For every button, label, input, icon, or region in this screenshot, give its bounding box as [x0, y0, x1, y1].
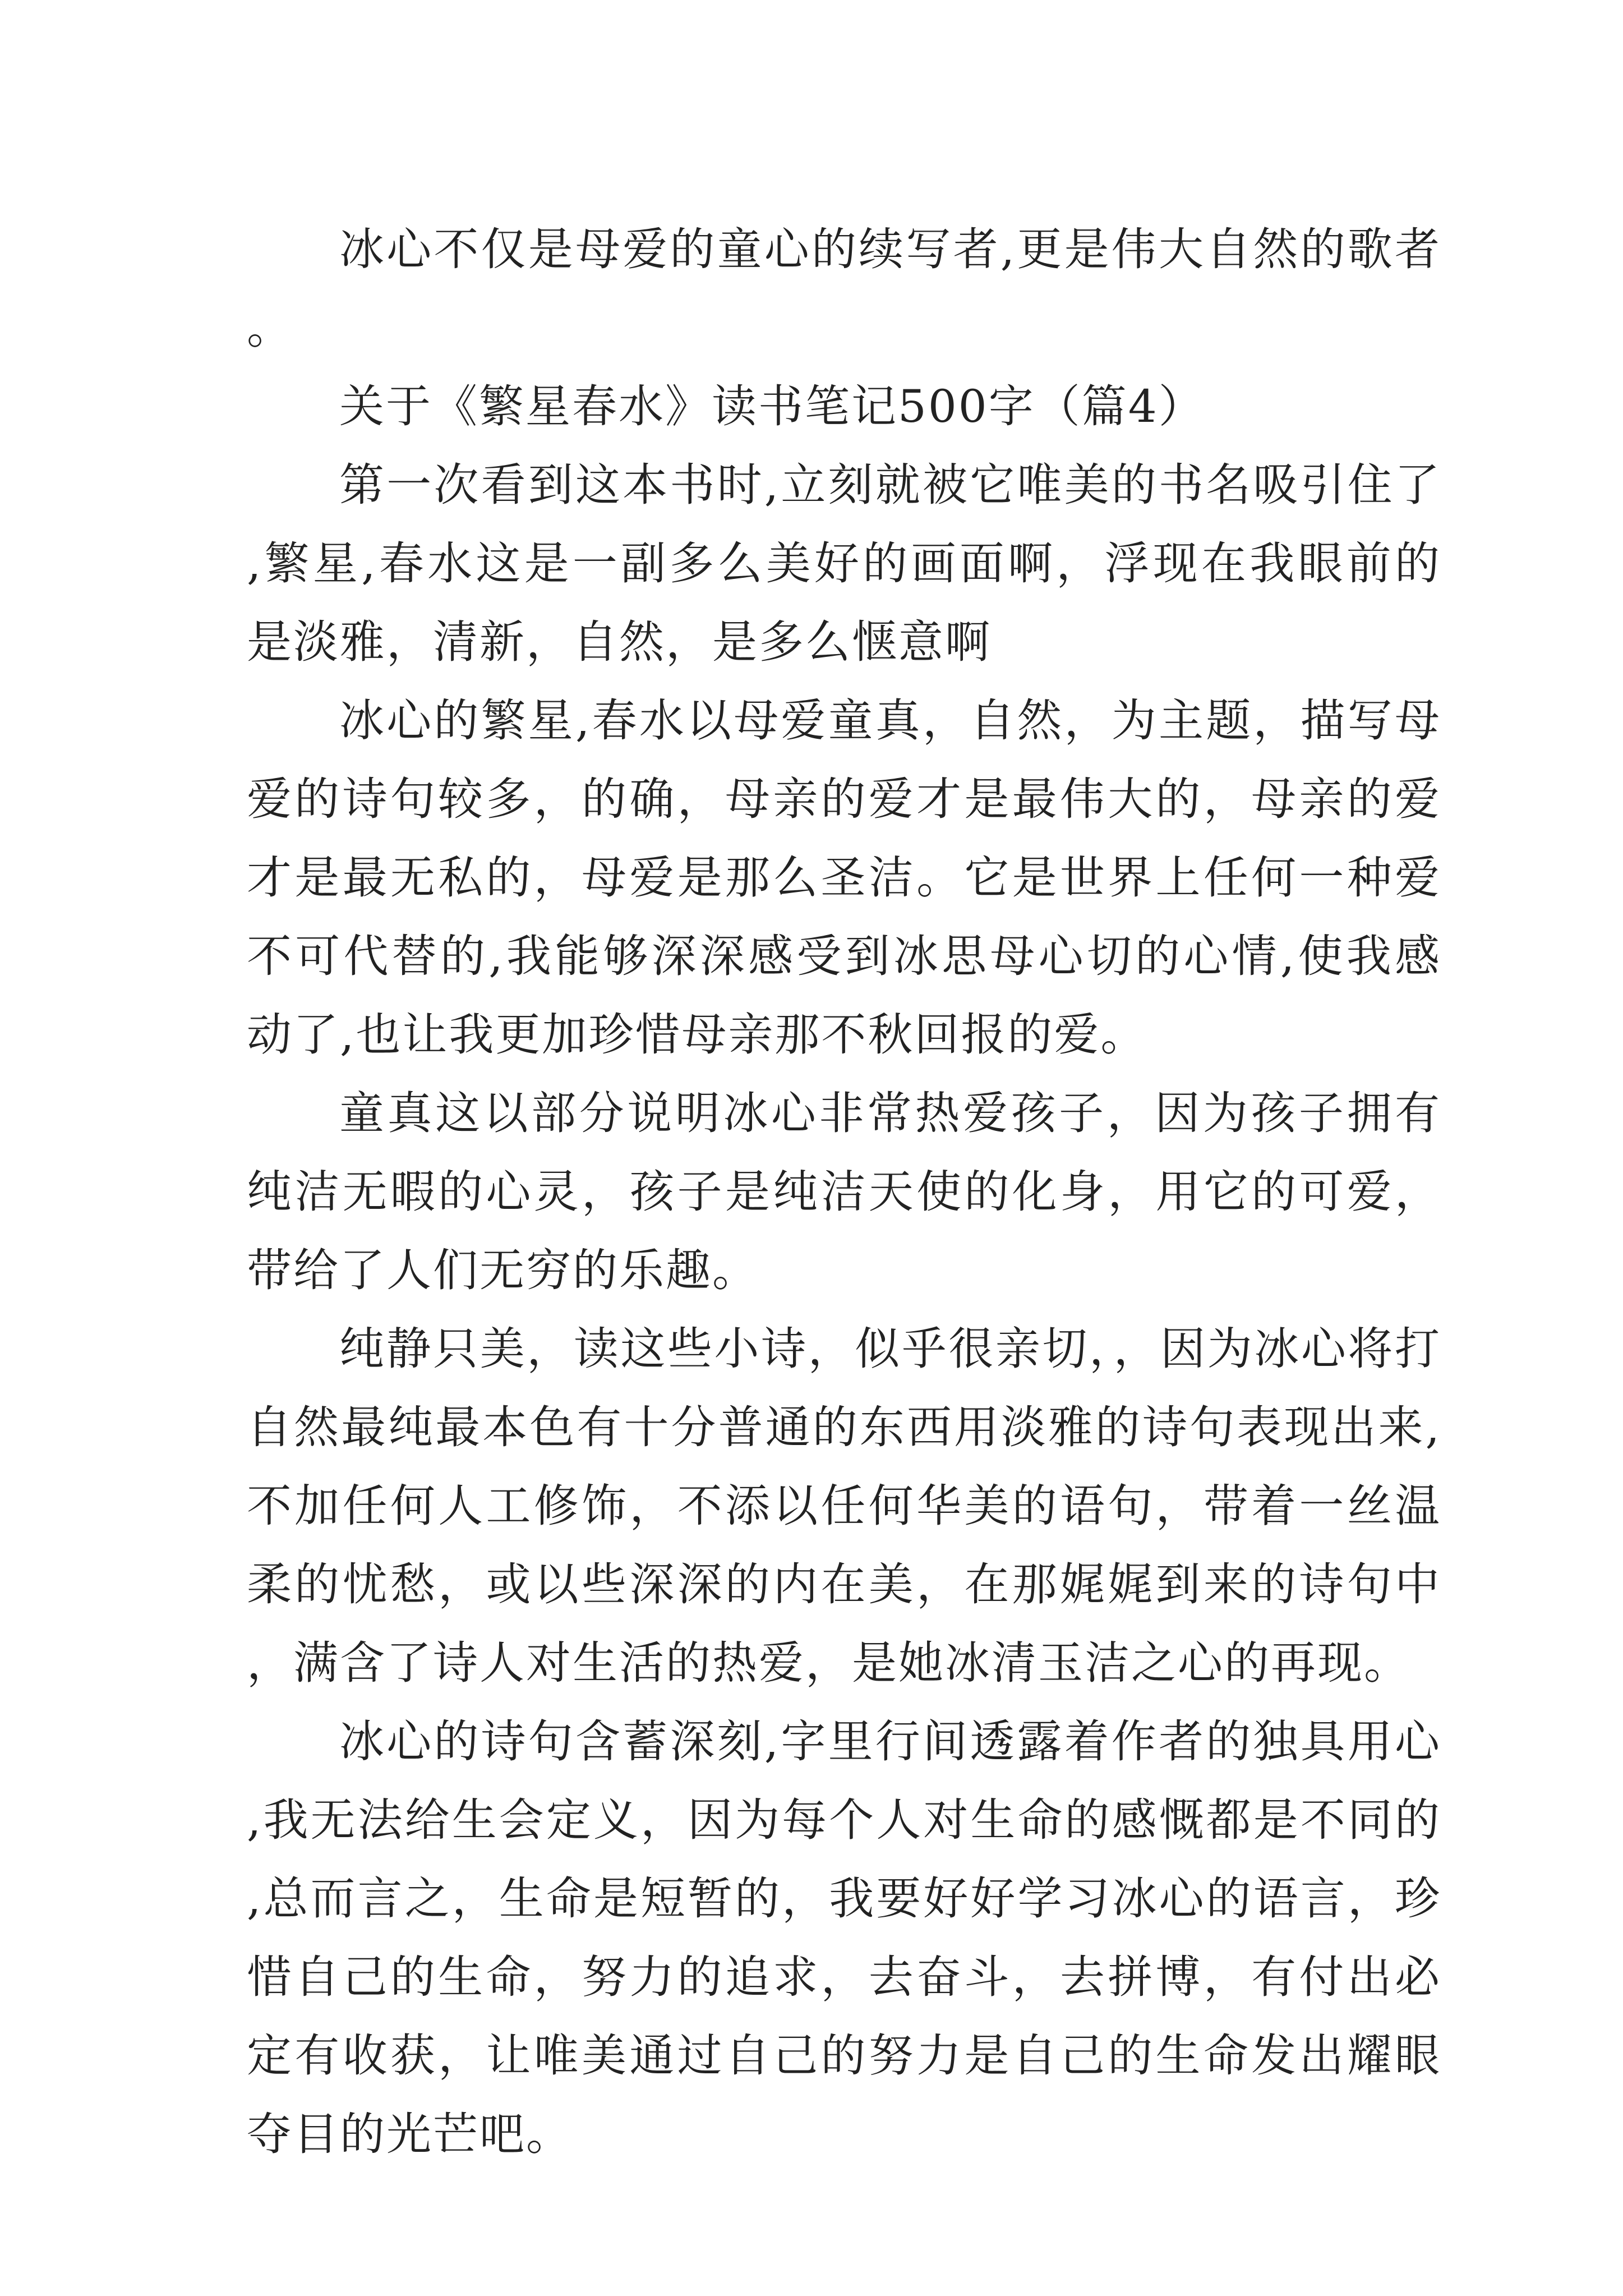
paragraph-purity-nature: 纯静只美，读这些小诗，似乎很亲切，，因为冰心将打自然最纯最本色有十分普通的东西用淡雅的诗句表现出来,不加任何人工修饰，不添以任何华美的语句，带着一丝温柔的忧愁，或以些深深的内在美，在那娓娓到来的诗句中，满含了诗人对生活的热爱，是她冰清玉洁之心的再现。	[247, 1323, 1441, 1689]
section-heading: 关于《繁星春水》读书笔记500字（篇4）	[339, 380, 1205, 432]
paragraph-maternal-love: 冰心的繁星,春水以母爱童真，自然，为主题，描写母爱的诗句较多，的确，母亲的爱才是最伟大的，母亲的爱才是最无私的，母爱是那么圣洁。它是世界上任何一种爱不可代替的,我能够深深感受到冰思母心切的心情,使我感动了,也让我更加珍惜母亲那不秋回报的爱。	[247, 694, 1441, 1061]
paragraph-intro-closing: 冰心不仅是母爱的童心的续写者,更是伟大自然的歌者。	[247, 223, 1441, 354]
paragraph-childhood-innocence: 童真这以部分说明冰心非常热爱孩子，因为孩子拥有纯洁无暇的心灵，孩子是纯洁天使的化身，用它的可爱，带给了人们无穷的乐趣。	[247, 1087, 1441, 1296]
paragraph-conclusion: 冰心的诗句含蓄深刻,字里行间透露着作者的独具用心,我无法给生会定义，因为每个人对生命的感慨都是不同的,总而言之，生命是短暂的，我要好好学习冰心的语言，珍惜自己的生命，努力的追求，去奋斗，去拼博，有付出必定有收获，让唯美通过自己的努力是自己的生命发出耀眼夺目的光芒吧。	[247, 1715, 1441, 2160]
document-body	[247, 210, 1441, 2174]
paragraph-first-impression: 第一次看到这本书时,立刻就被它唯美的书名吸引住了,繁星,春水这是一副多么美好的画面啊，浮现在我眼前的是淡雅，清新，自然，是多么惬意啊	[247, 459, 1441, 668]
